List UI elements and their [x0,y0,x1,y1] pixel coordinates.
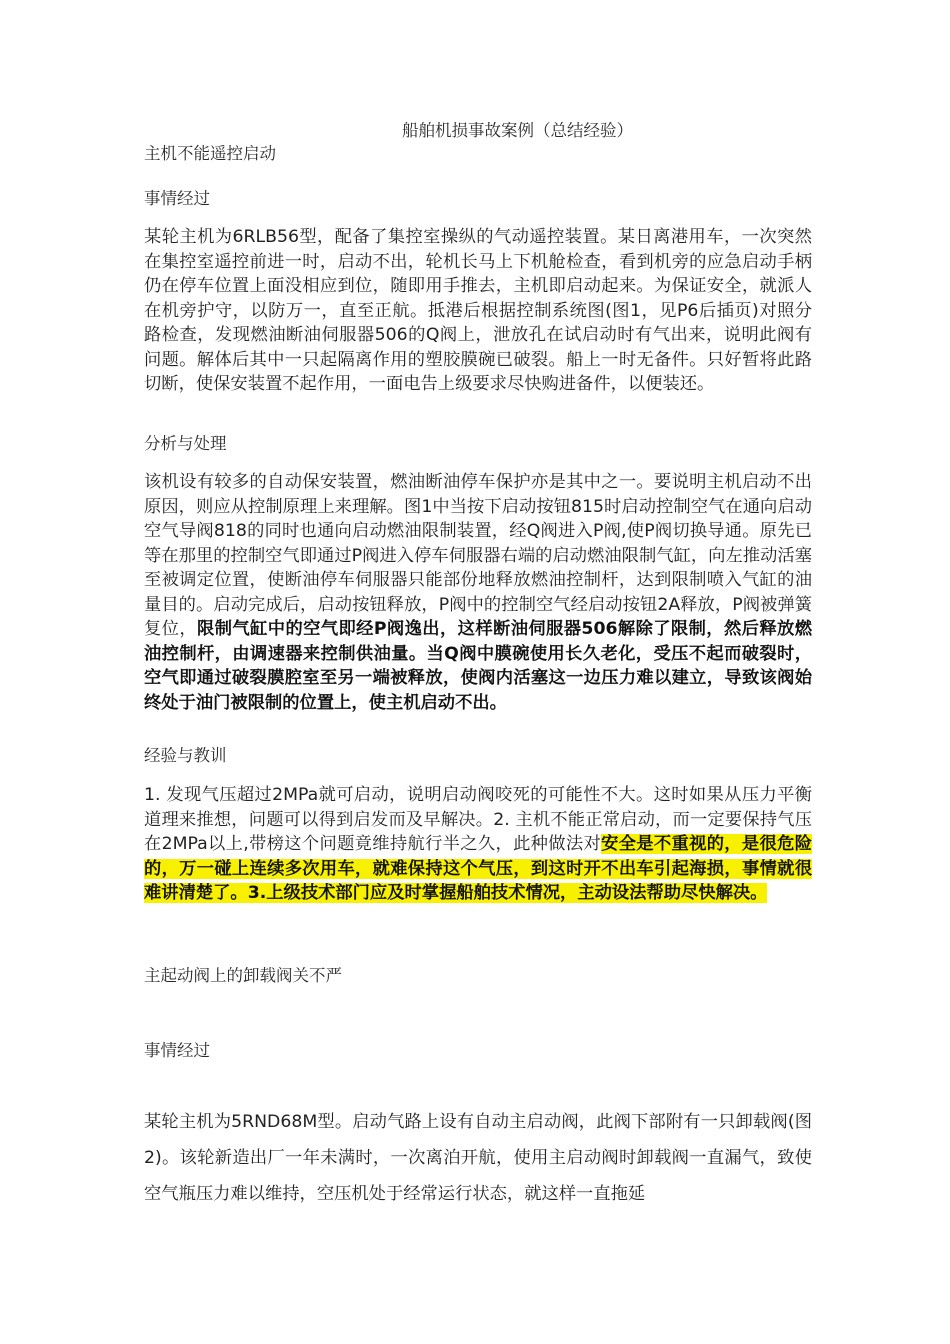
case2-section-heading-process: 事情经过 [144,1041,210,1060]
case1-analysis-paragraph [144,470,812,715]
analysis-text-normal: 该机设有较多的自动保安装置，燃油断油停车保护亦是其中之一。要说明主机启动不出原因，则应从控制原理上来理解。图1中当按下启动按钮815时启动控制空气在通向启动空气导阀818的同时也通向启动燃油限制装置，经Q阀进入P阀,使P阀切换导通。原先已等在那里的控制空气即通过P阀进入停车伺服器右端的启动燃油限制气缸，向左推动活塞至被调定位置，使断油停车伺服器只能部份地释放燃油控制杆，达到限制喷入气缸的油量目的。启动完成后，启动按钮释放，P阀中的控制空气经启动按钮2A释放，P阀被弹簧复位， [144,472,812,639]
case1-lessons-paragraph [144,783,812,906]
case1-process-paragraph: 某轮主机为6RLB56型，配备了集控室操纵的气动遥控装置。某日离港用车，一次突然在集控室遥控前进一时，启动不出，轮机长马上下机舱检查，看到机旁的应急启动手柄仍在停车位置上面没相应到位，随即用手推去，主机即启动起来。为保证安全，就派人在机旁护守，以防万一，直至正航。抵港后根据控制系统图(图1，见P6后插页)对照分路检查，发现燃油断油伺服器506的Q阀上，泄放孔在试启动时有气出来，说明此阀有问题。解体后其中一只起隔离作用的塑胶膜碗已破裂。船上一时无备件。只好暂将此路切断，使保安装置不起作用，一面电告上级要求尽快购进备件，以便装还。 [144,227,812,394]
case1-heading: 主机不能遥控启动 [144,144,276,163]
lessons-text-highlighted: 安全是不重视的，是很危险的，万一碰上连续多次用车，就难保持这个气压，到这时开不出车引起海损，事情就很难讲清楚了。3.上级技术部门应及时掌握船舶技术情况，主动设法帮助尽快解决。 [144,834,812,903]
analysis-text-bold: 限制气缸中的空气即经P阀逸出，这样断油伺服器506解除了限制，然后释放燃油控制杆，由调速器来控制供油量。当Q阀中膜碗使用长久老化，受压不起而破裂时，空气即通过破裂膜腔室至另一端被释放，使阀内活塞这一边压力难以建立，导致该阀始终处于油门被限制的位置上，使主机启动不出。 [144,619,812,713]
case2-process-paragraph: 某轮主机为5RND68M型。启动气路上设有自动主启动阀，此阀下部附有一只卸载阀(图2)。该轮新造出厂一年未满时，一次离泊开航，使用主启动阀时卸载阀一直漏气，致使空气瓶压力难以维持，空压机处于经常运行状态，就这样一直拖延 [144,1112,812,1204]
lessons-text-normal: 1. 发现气压超过2MPa就可启动，说明启动阀咬死的可能性不大。这时如果从压力平衡道理来推想，问题可以得到启发而及早解决。2. 主机不能正常启动，而一定要保持气压在2MPa以上,带榜这个问题竟维持航行半之久，此种做法对 [144,785,812,854]
case1-section-heading-process: 事情经过 [144,189,210,208]
document-title: 船舶机损事故案例（总结经验） [402,121,633,140]
case1-section-heading-analysis: 分析与处理 [144,434,227,453]
case1-section-heading-lessons: 经验与教训 [144,746,227,765]
case2-heading: 主起动阀上的卸载阀关不严 [144,966,342,985]
